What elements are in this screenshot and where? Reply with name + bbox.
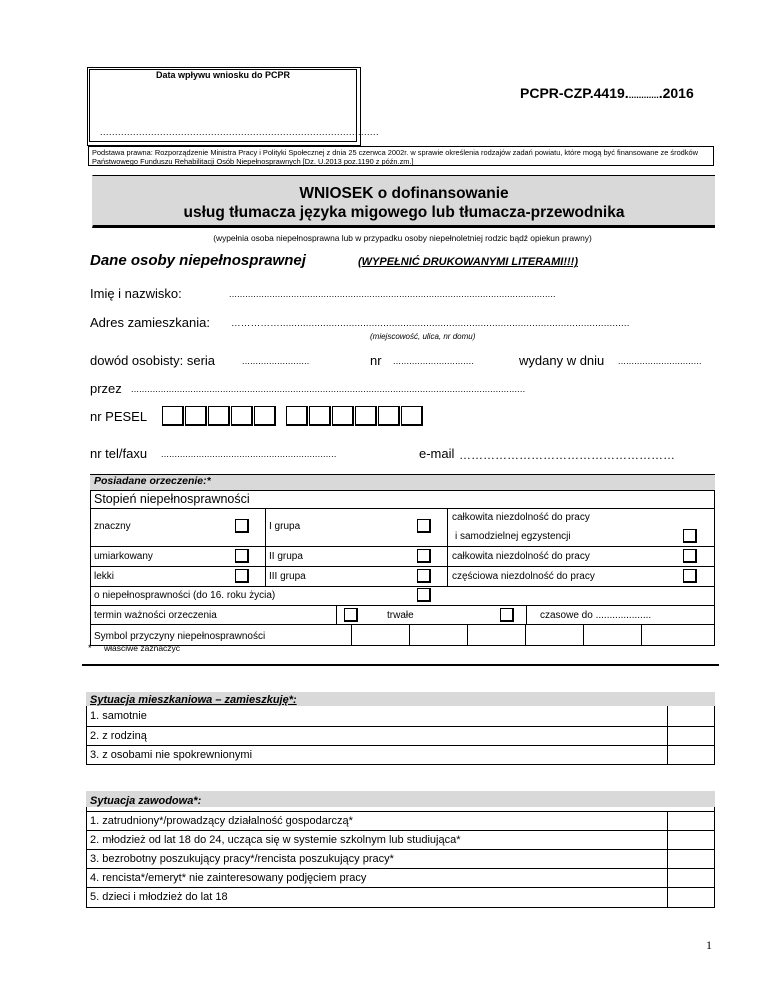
incapacity-full: całkowita niezdolność do pracy <box>452 551 590 562</box>
table-line <box>90 586 715 587</box>
section-person-heading: Dane osoby niepełnosprawnej <box>90 252 306 269</box>
pesel-digit-box[interactable] <box>185 406 207 426</box>
pesel-digit-box[interactable] <box>286 406 308 426</box>
section-divider <box>82 664 719 666</box>
issued-by-label: przez <box>90 381 122 396</box>
child-disability-label: o niepełnosprawności (do 16. roku życia) <box>94 590 276 601</box>
table-line <box>86 726 715 727</box>
housing-heading: Sytuacja mieszkaniowa – zamieszkuję*: <box>90 694 297 706</box>
table-line <box>641 624 642 646</box>
validity-permanent-label: trwałe <box>387 610 414 621</box>
checkbox-group-3[interactable] <box>417 569 431 583</box>
caps-instruction <box>358 256 578 268</box>
table-line <box>336 605 337 624</box>
id-number-field[interactable]: .............................. <box>393 356 475 366</box>
table-line <box>90 566 715 567</box>
receipt-date-line[interactable]: ............................................................................................. <box>100 127 380 137</box>
name-label: Imię i nazwisko: <box>90 286 182 301</box>
incapacity-partial: częściowa niezdolność do pracy <box>452 571 595 582</box>
employment-minor-checkbox-cell[interactable] <box>668 888 714 906</box>
incapacity-full-independent-line2: i samodzielnej egzystencji <box>455 531 571 542</box>
degree-moderate: umiarkowany <box>94 551 153 562</box>
id-series-field[interactable]: ......................... <box>242 356 310 366</box>
id-number-label: nr <box>370 353 382 368</box>
table-line <box>447 508 448 586</box>
email-field[interactable]: ……………………………………………… <box>459 448 675 462</box>
issued-by-field[interactable]: .................................................................................................................................................. <box>131 384 526 394</box>
form-title-line2: usług tłumacza języka migowego lub tłumacza-przewodnika <box>183 204 625 221</box>
id-series-label: dowód osobisty: seria <box>90 353 216 368</box>
validity-label: termin ważności orzeczenia <box>94 610 217 621</box>
checkbox-group-1[interactable] <box>417 519 431 533</box>
table-line <box>86 887 715 888</box>
checkbox-incapacity-full-independent[interactable] <box>683 529 697 543</box>
table-line <box>90 605 715 606</box>
group-2: II grupa <box>269 551 303 562</box>
id-issued-label: wydany w dniu <box>519 353 605 368</box>
footnote-star: * <box>88 643 92 653</box>
degree-light: lekki <box>94 571 115 582</box>
checkbox-degree-moderate[interactable] <box>235 549 249 563</box>
table-line <box>86 745 715 746</box>
checkbox-child-disability[interactable] <box>417 588 431 602</box>
cause-symbol-label: Symbol przyczyny niepełnosprawności <box>94 631 266 642</box>
caps-instruction-text: ( <box>358 256 362 268</box>
group-1: I grupa <box>269 521 301 532</box>
caps-instruction-text-main: WYPEŁNIĆ DRUKOWANYMI LITERAMI!!!) <box>361 256 578 268</box>
pesel-digit-box[interactable] <box>332 406 354 426</box>
table-line <box>525 624 526 646</box>
housing-family-checkbox-cell[interactable] <box>668 727 714 744</box>
incapacity-full-independent-line1: całkowita niezdolność do pracy <box>452 512 590 523</box>
group-3: III grupa <box>269 571 306 582</box>
employment-option-minor: 5. dzieci i młodzież do lat 18 <box>90 891 228 903</box>
certificate-heading: Posiadane orzeczenie:* <box>94 475 211 487</box>
housing-alone-checkbox-cell[interactable] <box>668 707 714 725</box>
case-number-year: .2016 <box>658 85 694 101</box>
checkbox-validity-permanent[interactable] <box>344 608 358 622</box>
pesel-digit-box[interactable] <box>254 406 276 426</box>
address-field[interactable]: …………….......................................................................................................................... <box>231 318 630 329</box>
employment-pensioner-checkbox-cell[interactable] <box>668 869 714 886</box>
pesel-digit-box[interactable] <box>208 406 230 426</box>
receipt-title: Data wpływu wniosku do PCPR <box>155 70 290 80</box>
table-line <box>90 624 715 625</box>
email-label: e-mail <box>419 446 455 461</box>
employment-option-employed: 1. zatrudniony*/prowadzący działalność gospodarczą* <box>90 815 353 827</box>
pesel-digit-box[interactable] <box>162 406 184 426</box>
employment-unemployed-checkbox-cell[interactable] <box>668 850 714 867</box>
housing-option-alone: 1. samotnie <box>90 710 147 722</box>
pesel-digit-box[interactable] <box>401 406 423 426</box>
table-line <box>526 605 527 624</box>
phone-field[interactable]: ................................................................. <box>161 449 337 459</box>
case-number <box>520 85 694 101</box>
employment-employed-checkbox-cell[interactable] <box>668 812 714 829</box>
employment-heading: Sytuacja zawodowa*: <box>90 795 202 807</box>
employment-option-unemployed: 3. bezrobotny poszukujący pracy*/rencista poszukujący pracy* <box>90 853 394 865</box>
legal-basis: Podstawa prawna: Rozporządzenie Ministra Pracy i Polityki Społecznej z dnia 25 czerwca 2002r. w sprawie określenia rodzajów zadań powiatu, które mogą być finansowane ze środków Państwowego Funduszu Rehabilitacji Osób Niepełnosprawnych [Dz. U.2013 poz.1190 z późn.zm.] <box>88 146 714 166</box>
name-field[interactable]: ......................................................................................................................... <box>229 289 556 299</box>
address-hint: (miejscowość, ulica, nr domu) <box>370 332 476 341</box>
housing-option-unrelated: 3. z osobami nie spokrewnionymi <box>90 749 253 761</box>
employment-option-student: 2. młodzież od lat 18 do 24, ucząca się w systemie szkolnym lub studiująca* <box>90 834 461 846</box>
checkbox-degree-significant[interactable] <box>235 519 249 533</box>
pesel-digit-box[interactable] <box>309 406 331 426</box>
checkbox-group-2[interactable] <box>417 549 431 563</box>
table-line <box>90 546 715 547</box>
table-line <box>409 624 410 646</box>
table-line <box>467 624 468 646</box>
pesel-digit-box[interactable] <box>231 406 253 426</box>
checkbox-validity-temporary[interactable] <box>500 608 514 622</box>
address-label: Adres zamieszkania: <box>90 315 210 330</box>
checkbox-incapacity-partial[interactable] <box>683 569 697 583</box>
table-line <box>90 508 715 509</box>
phone-label: nr tel/faxu <box>90 446 148 461</box>
form-title <box>92 175 715 228</box>
form-title-note: (wypełnia osoba niepełnosprawna lub w przypadku osoby niepełnoletniej rodzic bądź opiekun prawny) <box>213 233 592 243</box>
table-line <box>86 811 715 812</box>
table-line <box>583 624 584 646</box>
footnote: właściwe zaznaczyć <box>104 643 181 653</box>
table-line <box>86 830 715 831</box>
form-title-line1: WNIOSEK o dofinansowanie <box>299 185 509 202</box>
validity-temporary-label: czasowe do .................... <box>540 610 652 621</box>
housing-unrelated-checkbox-cell[interactable] <box>668 746 714 764</box>
table-line <box>351 624 352 646</box>
checkbox-incapacity-full[interactable] <box>683 549 697 563</box>
pesel-digit-box[interactable] <box>378 406 400 426</box>
pesel-label: nr PESEL <box>90 409 148 424</box>
table-line <box>86 868 715 869</box>
table-line <box>86 849 715 850</box>
id-issued-field[interactable]: ............................... <box>618 356 702 366</box>
table-line <box>265 508 266 586</box>
employment-option-pensioner: 4. rencista*/emeryt* nie zainteresowany podjęciem pracy <box>90 872 367 884</box>
degree-label: Stopień niepełnosprawności <box>94 492 250 506</box>
employment-student-checkbox-cell[interactable] <box>668 831 714 848</box>
page-number: 1 <box>706 938 712 952</box>
checkbox-degree-light[interactable] <box>235 569 249 583</box>
pesel-digit-box[interactable] <box>355 406 377 426</box>
case-number-dots[interactable]: ............ <box>628 90 659 100</box>
degree-significant: znaczny <box>94 521 131 532</box>
housing-option-family: 2. z rodziną <box>90 730 147 742</box>
case-number-prefix: PCPR-CZP.4419. <box>520 85 629 101</box>
